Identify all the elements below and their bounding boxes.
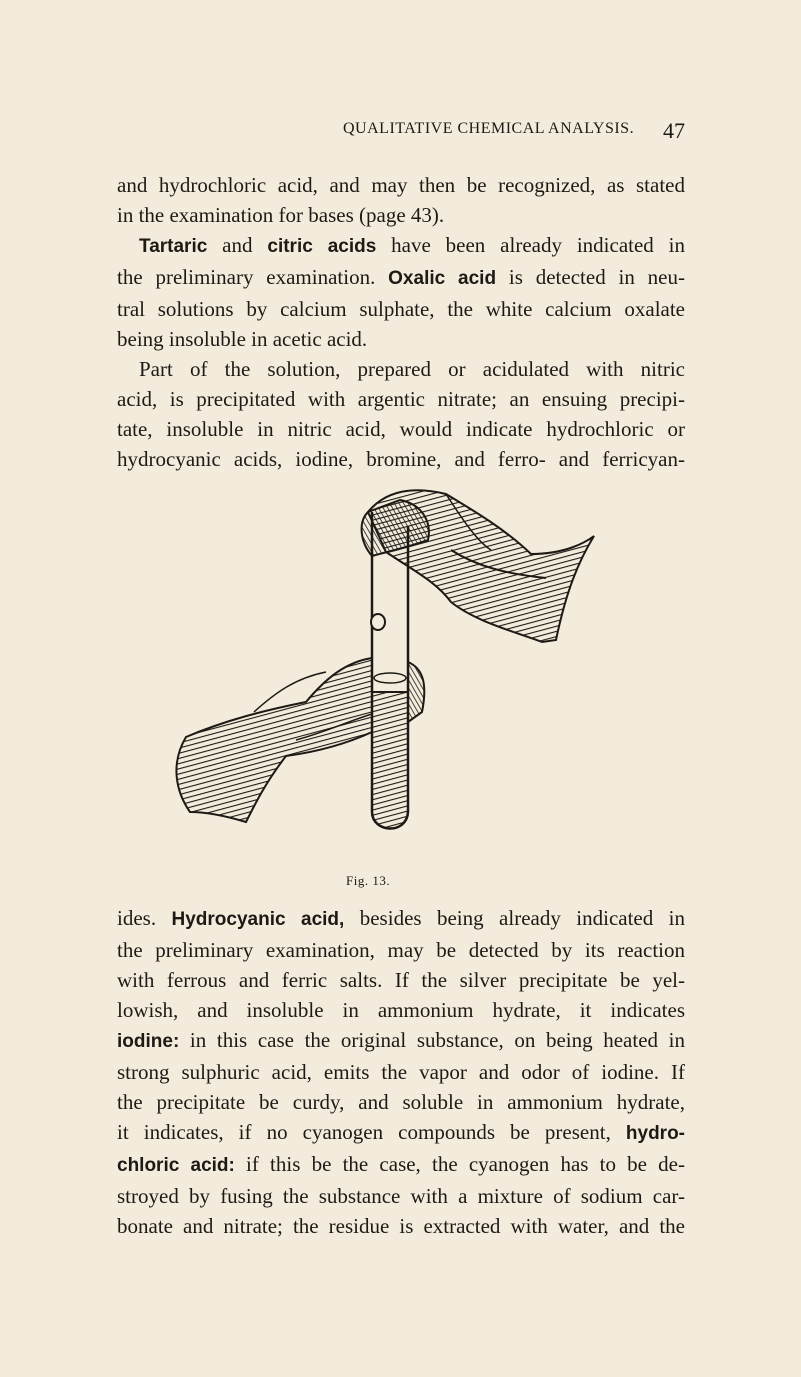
text-line: iodine: in this case the original substance, on being heated in bbox=[117, 1028, 685, 1052]
text-line: being insoluble in acetic acid. bbox=[117, 327, 368, 351]
text-line: stroyed by fusing the substance with a mixture of sodium car- bbox=[117, 1184, 685, 1208]
text-line: in the examination for bases (page 43). bbox=[117, 203, 445, 227]
running-title: QUALITATIVE CHEMICAL ANALYSIS. bbox=[343, 120, 635, 137]
text-line: lowish, and insoluble in ammonium hydrate, it indicates bbox=[117, 998, 685, 1022]
text-line: ides. Hydrocyanic acid, besides being already indicated in bbox=[117, 906, 685, 930]
text-line: tral solutions by calcium sulphate, the white calcium oxalate bbox=[117, 297, 685, 321]
text-line: it indicates, if no cyanogen compounds be present, hydro- bbox=[117, 1120, 685, 1144]
text-line: strong sulphuric acid, emits the vapor and odor of iodine. If bbox=[117, 1060, 685, 1084]
term-tartaric: Tartaric bbox=[139, 236, 208, 257]
text-line: the preliminary examination, may be detected by its reaction bbox=[117, 938, 685, 962]
text-line: tate, insoluble in nitric acid, would indicate hydrochloric or bbox=[117, 417, 685, 441]
paragraph-upper bbox=[117, 170, 685, 474]
text-line: the precipitate be curdy, and soluble in ammonium hydrate, bbox=[117, 1090, 685, 1114]
text-line: the preliminary examination. Oxalic acid is detected in neu- bbox=[117, 265, 685, 289]
term-hydrochloric-acid: hydro- bbox=[625, 1123, 685, 1144]
term-citric-acids: citric acids bbox=[267, 236, 377, 257]
term-oxalic-acid: Oxalic acid bbox=[388, 268, 497, 289]
page-number: 47 bbox=[663, 118, 685, 143]
text-line: acid, is precipitated with argentic nitrate; an ensuing precipi- bbox=[117, 387, 685, 411]
text-line: bonate and nitrate; the residue is extracted with water, and the bbox=[117, 1214, 685, 1238]
term-hydrochloric-acid-cont: chloric acid: bbox=[117, 1155, 235, 1176]
page-header bbox=[117, 118, 685, 150]
text-line: Part of the solution, prepared or acidulated with nitric bbox=[139, 357, 685, 381]
text-line: chloric acid: if this be the case, the cyanogen has to be de- bbox=[117, 1152, 685, 1176]
text-line: and hydrochloric acid, and may then be recognized, as stated bbox=[117, 173, 685, 197]
test-tube-illustration bbox=[146, 482, 606, 864]
term-iodine: iodine: bbox=[117, 1031, 180, 1052]
upper-hand bbox=[362, 490, 594, 642]
figure-hand-holding-test-tube bbox=[146, 482, 606, 864]
term-hydrocyanic-acid: Hydrocyanic acid, bbox=[171, 909, 345, 930]
figure-caption: Fig. 13. bbox=[346, 873, 391, 888]
paragraph-lower bbox=[117, 903, 685, 1241]
text-line: with ferrous and ferric salts. If the silver precipitate be yel- bbox=[117, 968, 685, 992]
text-line: hydrocyanic acids, iodine, bromine, and ferro- and ferricyan- bbox=[117, 447, 685, 471]
text-line: Tartaric and citric acids have been already indicated in bbox=[139, 233, 686, 257]
